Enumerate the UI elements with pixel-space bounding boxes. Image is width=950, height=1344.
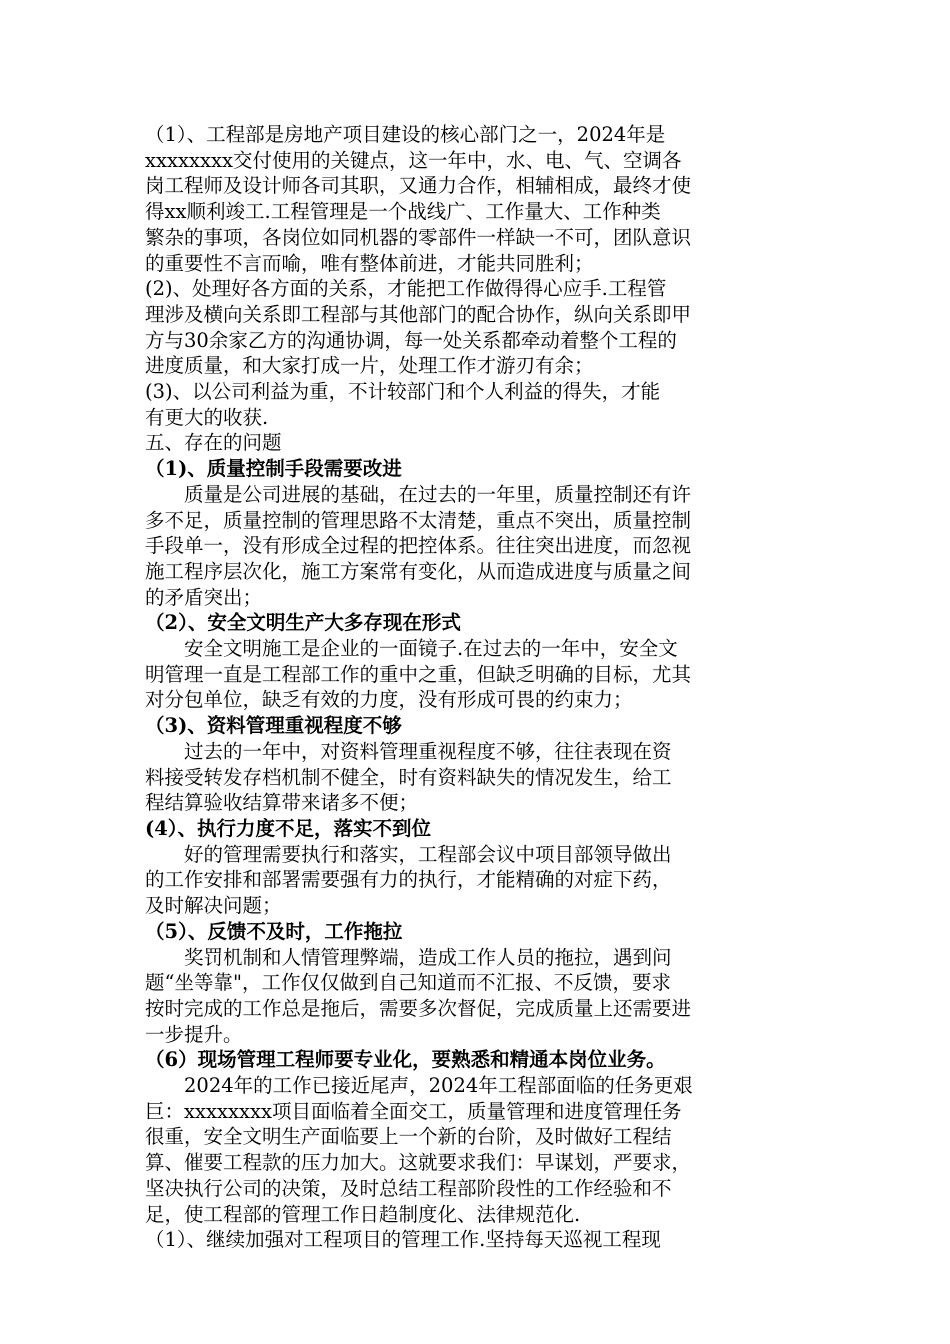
text-line: 质量是公司进展的基础，在过去的一年里，质量控制还有许 bbox=[184, 482, 692, 506]
text-line: 算、催要工程款的压力加大。这就要求我们：早谋划，严要求， bbox=[145, 1151, 692, 1175]
problem-paragraph-5 bbox=[145, 945, 807, 1048]
problem-paragraph-4 bbox=[145, 842, 807, 919]
text-line: 按时完成的工作总是拖后，需要多次督促，完成质量上还需要进 bbox=[145, 996, 692, 1020]
text-line: 奖罚机制和人情管理弊端，造成工作人员的拖拉，遇到问 bbox=[184, 945, 672, 969]
text-line: 过去的一年中，对资料管理重视程度不够，往往表现在资 bbox=[184, 739, 672, 763]
closing-paragraph bbox=[145, 1227, 807, 1253]
text-line: 2024年的工作已接近尾声，2024年工程部面临的任务更艰 bbox=[184, 1074, 693, 1098]
text-line: 题“坐等靠"，工作仅仅做到自己知道而不汇报、不反馈，要求 bbox=[145, 971, 671, 995]
problem-heading-3: （3)、资料管理重视程度不够 bbox=[145, 714, 402, 738]
intro-paragraph-3 bbox=[145, 379, 807, 430]
problem-heading-6: （6）现场管理工程师要专业化，要熟悉和精通本岗位业务。 bbox=[145, 1048, 666, 1072]
section-title: 五、存在的问题 bbox=[145, 431, 282, 455]
text-line: （1）、继续加强对工程项目的管理工作.坚持每天巡视工程现 bbox=[145, 1228, 661, 1252]
text-line: 繁杂的事项，各岗位如同机器的零部件一样缺一不可，团队意识 bbox=[145, 225, 692, 249]
text-line: 有更大的收获. bbox=[145, 405, 269, 429]
text-line: 岗工程师及设计师各司其职，又通力合作，相辅相成，最终才使 bbox=[145, 174, 692, 198]
problem-heading-2: （2）、安全文明生产大多存现在形式 bbox=[145, 611, 461, 635]
text-line: 好的管理需要执行和落实，工程部会议中项目部领导做出 bbox=[184, 842, 672, 866]
problem-paragraph-3 bbox=[145, 739, 807, 816]
problem-paragraph-6 bbox=[145, 1073, 807, 1227]
text-line: xxxxxxxx交付使用的关键点，这一年中，水、电、气、空调各 bbox=[145, 148, 682, 172]
text-line: 方与30余家乙方的沟通协调，每一处关系都牵动着整个工程的 bbox=[145, 328, 677, 352]
text-line: （1）、工程部是房地产项目建设的核心部门之一，2024年是 bbox=[145, 123, 666, 146]
text-line: 明管理一直是工程部工作的重中之重，但缺乏明确的目标，尤其 bbox=[145, 662, 692, 686]
text-line: (2)、处理好各方面的关系，才能把工作做得得心应手.工程管 bbox=[145, 277, 667, 301]
text-line: (3)、以公司利益为重，不计较部门和个人利益的得失，才能 bbox=[145, 380, 661, 404]
text-line: 的工作安排和部署需要强有力的执行，才能精确的对症下药， bbox=[145, 868, 672, 892]
problem-heading-4: (4）、执行力度不足，落实不到位 bbox=[145, 816, 432, 840]
problem-heading-1: （1)、质量控制手段需要改进 bbox=[145, 457, 402, 481]
intro-paragraph-2 bbox=[145, 276, 807, 379]
text-line: 一步提升。 bbox=[145, 1022, 243, 1046]
problem-heading-5: （5）、反馈不及时，工作拖拉 bbox=[145, 919, 403, 943]
text-line: 很重，安全文明生产面临要上一个新的台阶，及时做好工程结 bbox=[145, 1125, 672, 1149]
text-line: 程结算验收结算带来诸多不便； bbox=[145, 791, 419, 815]
text-line: 的矛盾突出； bbox=[145, 585, 263, 609]
text-line: 进度质量，和大家打成一片，处理工作才游刃有余； bbox=[145, 354, 594, 378]
document-page bbox=[145, 122, 807, 1253]
problem-paragraph-2 bbox=[145, 636, 807, 713]
text-line: 巨：xxxxxxxx项目面临着全面交工，质量管理和进度管理任务 bbox=[145, 1099, 682, 1123]
text-line: 得xx顺利竣工.工程管理是一个战线广、工作量大、工作种类 bbox=[145, 200, 661, 224]
text-line: 坚决执行公司的决策，及时总结工程部阶段性的工作经验和不 bbox=[145, 1176, 672, 1200]
text-line: 手段单一，没有形成全过程的把控体系。往往突出进度，而忽视 bbox=[145, 534, 692, 558]
text-line: 理涉及横向关系即工程部与其他部门的配合协作，纵向关系即甲 bbox=[145, 302, 692, 326]
problem-paragraph-1 bbox=[145, 482, 807, 611]
intro-paragraph-1 bbox=[145, 122, 807, 276]
text-line: 多不足，质量控制的管理思路不太清楚，重点不突出，质量控制 bbox=[145, 508, 692, 532]
text-line: 及时解决问题； bbox=[145, 894, 282, 918]
text-line: 施工程序层次化，施工方案常有变化，从而造成进度与质量之间 bbox=[145, 559, 692, 583]
text-line: 足，使工程部的管理工作日趋制度化、法律规范化. bbox=[145, 1202, 581, 1226]
text-line: 安全文明施工是企业的一面镜子.在过去的一年中，安全文 bbox=[184, 637, 678, 661]
text-line: 的重要性不言而喻，唯有整体前进，才能共同胜利； bbox=[145, 251, 594, 275]
text-line: 对分包单位，缺乏有效的力度，没有形成可畏的约束力； bbox=[145, 688, 633, 712]
text-line: 料接受转发存档机制不健全，时有资料缺失的情况发生，给工 bbox=[145, 765, 672, 789]
